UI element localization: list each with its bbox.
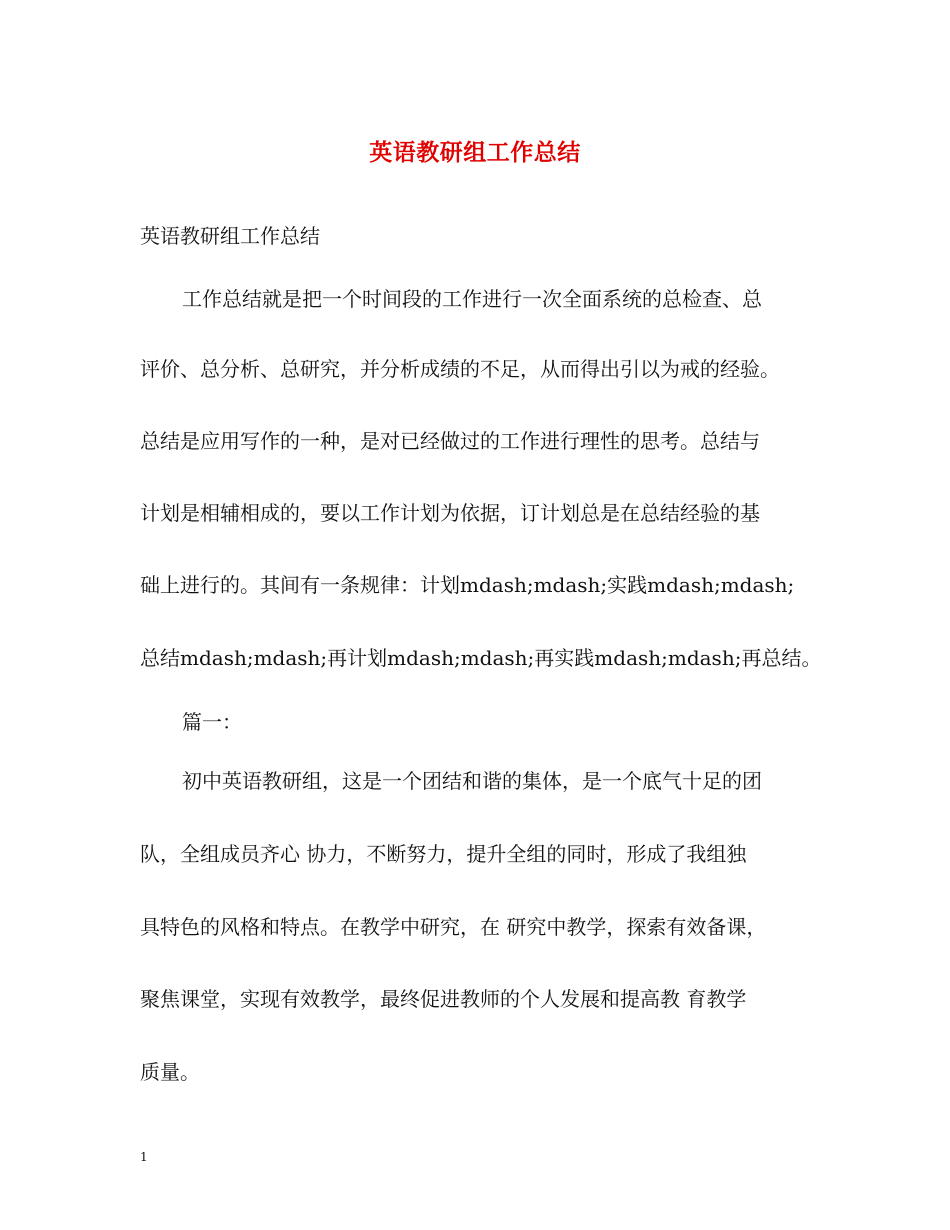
paragraph-line-3: 总结是应用写作的一种，是对已经做过的工作进行理性的思考。总结与 [140,429,760,453]
paragraph-line-6: 总结mdash;mdash;再计划mdash;mdash;再实践mdash;mdash;再总结。 [140,646,822,670]
page-number: 1 [140,1150,148,1164]
paragraph-line-4: 计划是相辅相成的，要以工作计划为依据，订计划总是在总结经验的基 [140,501,760,525]
paragraph-line-10: 聚焦课堂，实现有效教学，最终促进教师的个人发展和提高教 育教学 [140,987,747,1011]
paragraph-line-7: 初中英语教研组，这是一个团结和谐的集体，是一个底气十足的团 [182,769,762,793]
paragraph-line-11: 质量。 [140,1060,200,1084]
paragraph-line-5: 础上进行的。其间有一条规律：计划mdash;mdash;实践mdash;mdash; [140,573,795,597]
paragraph-line-9: 具特色的风格和特点。在教学中研究，在 研究中教学，探索有效备课， [140,915,767,939]
paragraph-line-1: 工作总结就是把一个时间段的工作进行一次全面系统的总检查、总 [182,287,762,311]
section-heading: 英语教研组工作总结 [140,224,320,248]
document-title: 英语教研组工作总结 [369,139,581,166]
paragraph-line-8: 队，全组成员齐心 协力，不断努力，提升全组的同时，形成了我组独 [140,842,747,866]
section-label: 篇一： [182,710,242,734]
paragraph-line-2: 评价、总分析、总研究，并分析成绩的不足，从而得出引以为戒的经验。 [140,357,780,381]
